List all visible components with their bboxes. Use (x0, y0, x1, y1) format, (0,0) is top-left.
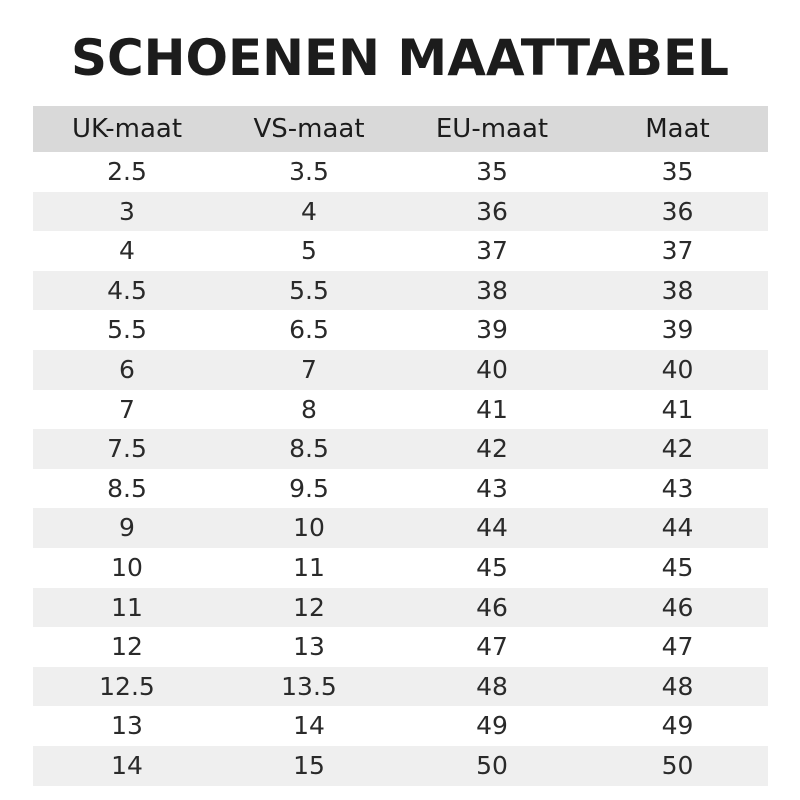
table-row (33, 706, 768, 746)
uk-size-cell: 9 (119, 513, 135, 543)
uk-size-cell: 4.5 (107, 275, 147, 305)
eu-size-cell: 41 (476, 394, 508, 424)
uk-size-cell: 10 (111, 552, 143, 582)
eu-size-cell: 49 (476, 711, 508, 741)
table-row (33, 152, 768, 192)
size-cell: 42 (661, 434, 694, 464)
size-cell: 50 (661, 750, 694, 780)
column-header-uk: UK-maat (71, 114, 183, 144)
table-body (33, 152, 768, 786)
eu-size-cell: 43 (476, 473, 508, 503)
table-row (33, 310, 768, 350)
size-cell: 37 (661, 236, 694, 266)
us-size-cell: 13.5 (281, 671, 337, 701)
eu-size-cell: 36 (476, 196, 508, 226)
size-cell: 46 (661, 592, 694, 622)
us-size-cell: 8.5 (289, 434, 329, 464)
uk-size-cell: 4 (119, 236, 135, 266)
table-row (33, 350, 768, 390)
column-header-eu: EU-maat (435, 114, 549, 144)
table-row (33, 231, 768, 271)
column-header-us: VS-maat (253, 114, 365, 144)
table-row (33, 548, 768, 588)
size-cell: 45 (661, 552, 694, 582)
uk-size-cell: 13 (111, 711, 143, 741)
size-cell: 38 (661, 275, 694, 305)
eu-size-cell: 40 (476, 354, 508, 384)
us-size-cell: 11 (293, 552, 325, 582)
size-cell: 39 (661, 315, 694, 345)
eu-size-cell: 37 (476, 236, 508, 266)
eu-size-cell: 50 (476, 750, 508, 780)
table-row (33, 469, 768, 509)
uk-size-cell: 7.5 (107, 434, 147, 464)
us-size-cell: 5 (301, 236, 317, 266)
us-size-cell: 9.5 (289, 473, 329, 503)
size-cell: 43 (661, 473, 694, 503)
table-row (33, 271, 768, 311)
uk-size-cell: 12 (111, 632, 143, 662)
eu-size-cell: 44 (476, 513, 508, 543)
uk-size-cell: 11 (111, 592, 143, 622)
us-size-cell: 15 (293, 750, 325, 780)
eu-size-cell: 47 (476, 632, 508, 662)
size-cell: 49 (661, 711, 694, 741)
eu-size-cell: 42 (476, 434, 508, 464)
eu-size-cell: 46 (476, 592, 508, 622)
size-cell: 44 (661, 513, 694, 543)
us-size-cell: 6.5 (289, 315, 329, 345)
size-cell: 40 (661, 354, 694, 384)
size-cell: 48 (661, 671, 694, 701)
uk-size-cell: 5.5 (107, 315, 147, 345)
table-row (33, 746, 768, 786)
us-size-cell: 12 (293, 592, 325, 622)
us-size-cell: 10 (293, 513, 325, 543)
column-header-size: Maat (645, 114, 710, 144)
table-row (33, 429, 768, 469)
us-size-cell: 8 (301, 394, 317, 424)
uk-size-cell: 6 (119, 354, 135, 384)
us-size-cell: 7 (301, 354, 317, 384)
size-cell: 35 (661, 157, 694, 186)
us-size-cell: 13 (293, 632, 325, 662)
page-title: SCHOENEN MAATTABEL (70, 29, 730, 87)
uk-size-cell: 7 (119, 394, 135, 424)
size-cell: 41 (661, 394, 694, 424)
size-table (33, 106, 768, 786)
uk-size-cell: 3 (119, 196, 135, 226)
size-cell: 36 (661, 196, 694, 226)
uk-size-cell: 12.5 (99, 671, 155, 701)
uk-size-cell: 14 (111, 750, 143, 780)
uk-size-cell: 8.5 (107, 473, 147, 503)
us-size-cell: 4 (301, 196, 317, 226)
table-row (33, 627, 768, 667)
eu-size-cell: 45 (476, 552, 508, 582)
table-row (33, 588, 768, 628)
eu-size-cell: 38 (476, 275, 508, 305)
table-row (33, 508, 768, 548)
eu-size-cell: 39 (476, 315, 508, 345)
us-size-cell: 14 (293, 711, 325, 741)
size-cell: 47 (661, 632, 694, 662)
table-row (33, 192, 768, 232)
eu-size-cell: 35 (476, 157, 508, 186)
us-size-cell: 5.5 (289, 275, 329, 305)
uk-size-cell: 2.5 (107, 157, 147, 186)
table-row (33, 667, 768, 707)
us-size-cell: 3.5 (289, 157, 329, 186)
table-row (33, 390, 768, 430)
table-header-row (33, 106, 768, 152)
eu-size-cell: 48 (476, 671, 508, 701)
